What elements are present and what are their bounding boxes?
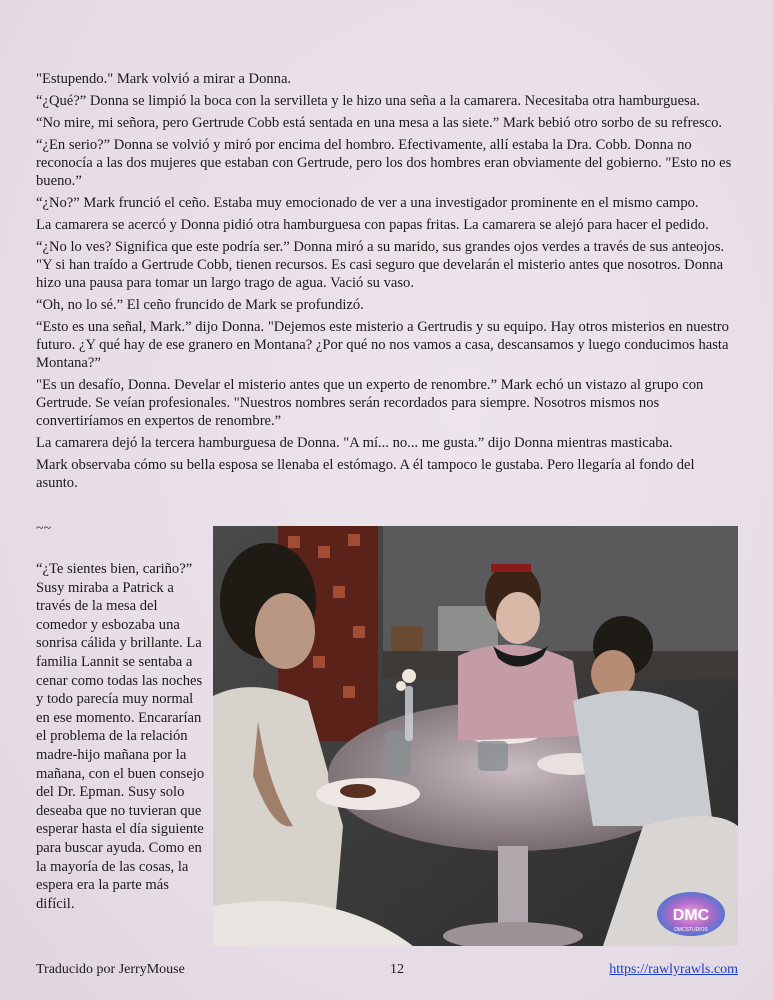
watermark-subtitle: DMCSTUDIOS [674,927,708,933]
story-text [36,70,736,496]
paragraph: “¿No?” Mark frunció el ceño. Estaba muy emocionado de ver a una investigador prominente en el mismo campo. [36,195,699,211]
scene-separator: ~~ [36,521,52,536]
translator-credit: Traducido por JerryMouse [36,962,185,977]
page-number: 12 [390,962,405,977]
dinner-scene-illustration [213,526,738,946]
paragraph: “¿En serio?” Donna se volvió y miró por encima del hombro. Efectivamente, allí estaba la Dra. Cobb. Donna no reconocía a las dos mujeres que estaban con Gertrude, pero los dos hombres eran obviamente del gobierno. "Esto no es bueno.” [36,137,732,189]
side-paragraph: “¿Te sientes bien, cariño?” Susy miraba a Patrick a través de la mesa del comedor y esbozaba una sonrisa cálida y brillante. La familia Lannit se sentaba a cenar como todas las noches y todo parecía muy normal en ese momento. Encararían el problema de la relación madre-hijo mañana por la mañana, con el buen consejo del Dr. Epman. Susy solo deseaba que no tuvieran que esperar hasta el día siguiente para buscar ayuda. Como en la mayoría de las cosas, la espera era la parte más difícil. [36,561,205,912]
paragraph: "Es un desafío, Donna. Develar el misterio antes que un experto de renombre.” Mark echó un vistazo al grupo con Gertrude. Se veían profesionales. "Nuestros nombres serán recordados para siempre. Nosotros mismos nos convertiríamos en expertos de renombre.” [36,377,704,429]
paragraph: “Oh, no lo sé.” El ceño fruncido de Mark se profundizó. [36,297,364,313]
paragraph: "Estupendo." Mark volvió a mirar a Donna. [36,71,292,87]
paragraph: “¿No lo ves? Significa que este podría ser.” Donna miró a su marido, sus grandes ojos verdes a través de sus anteojos. "Y si han traído a Gertrude Cobb, tienen recursos. Es casi seguro que develarán el misterio antes que nosotros. Donna hizo una pausa para tomar un largo trago de agua. Vació su vaso. [36,239,725,291]
page-footer [36,962,738,978]
paragraph: “Esto es una señal, Mark.” dijo Donna. "Dejemos este misterio a Gertrudis y su equipo. Hay otros misterios en nuestro futuro. ¿Y qué hay de ese granero en Montana? ¿Por qué no nos vamos a casa, descansamos y luego conducimos hasta Montana?” [36,319,729,371]
paragraph: Mark observaba cómo su bella esposa se llenaba el estómago. A él tampoco le gustaba. Pero llegaría al fondo del asunto. [36,457,695,491]
watermark-logo: DMC [672,907,710,924]
paragraph: “¿Qué?” Donna se limpió la boca con la servilleta y le hizo una seña a la camarera. Necesitaba otra hamburguesa. [36,93,700,109]
website-link[interactable]: https://rawlyrawls.com [609,962,738,977]
paragraph: La camarera se acercó y Donna pidió otra hamburguesa con papas fritas. La camarera se alejó para hacer el pedido. [36,217,709,233]
paragraph: “No mire, mi señora, pero Gertrude Cobb está sentada en una mesa a las siete.” Mark bebió otro sorbo de su refresco. [36,115,723,131]
paragraph: La camarera dejó la tercera hamburguesa de Donna. "A mí... no... me gusta.” dijo Donna mientras masticaba. [36,435,673,451]
